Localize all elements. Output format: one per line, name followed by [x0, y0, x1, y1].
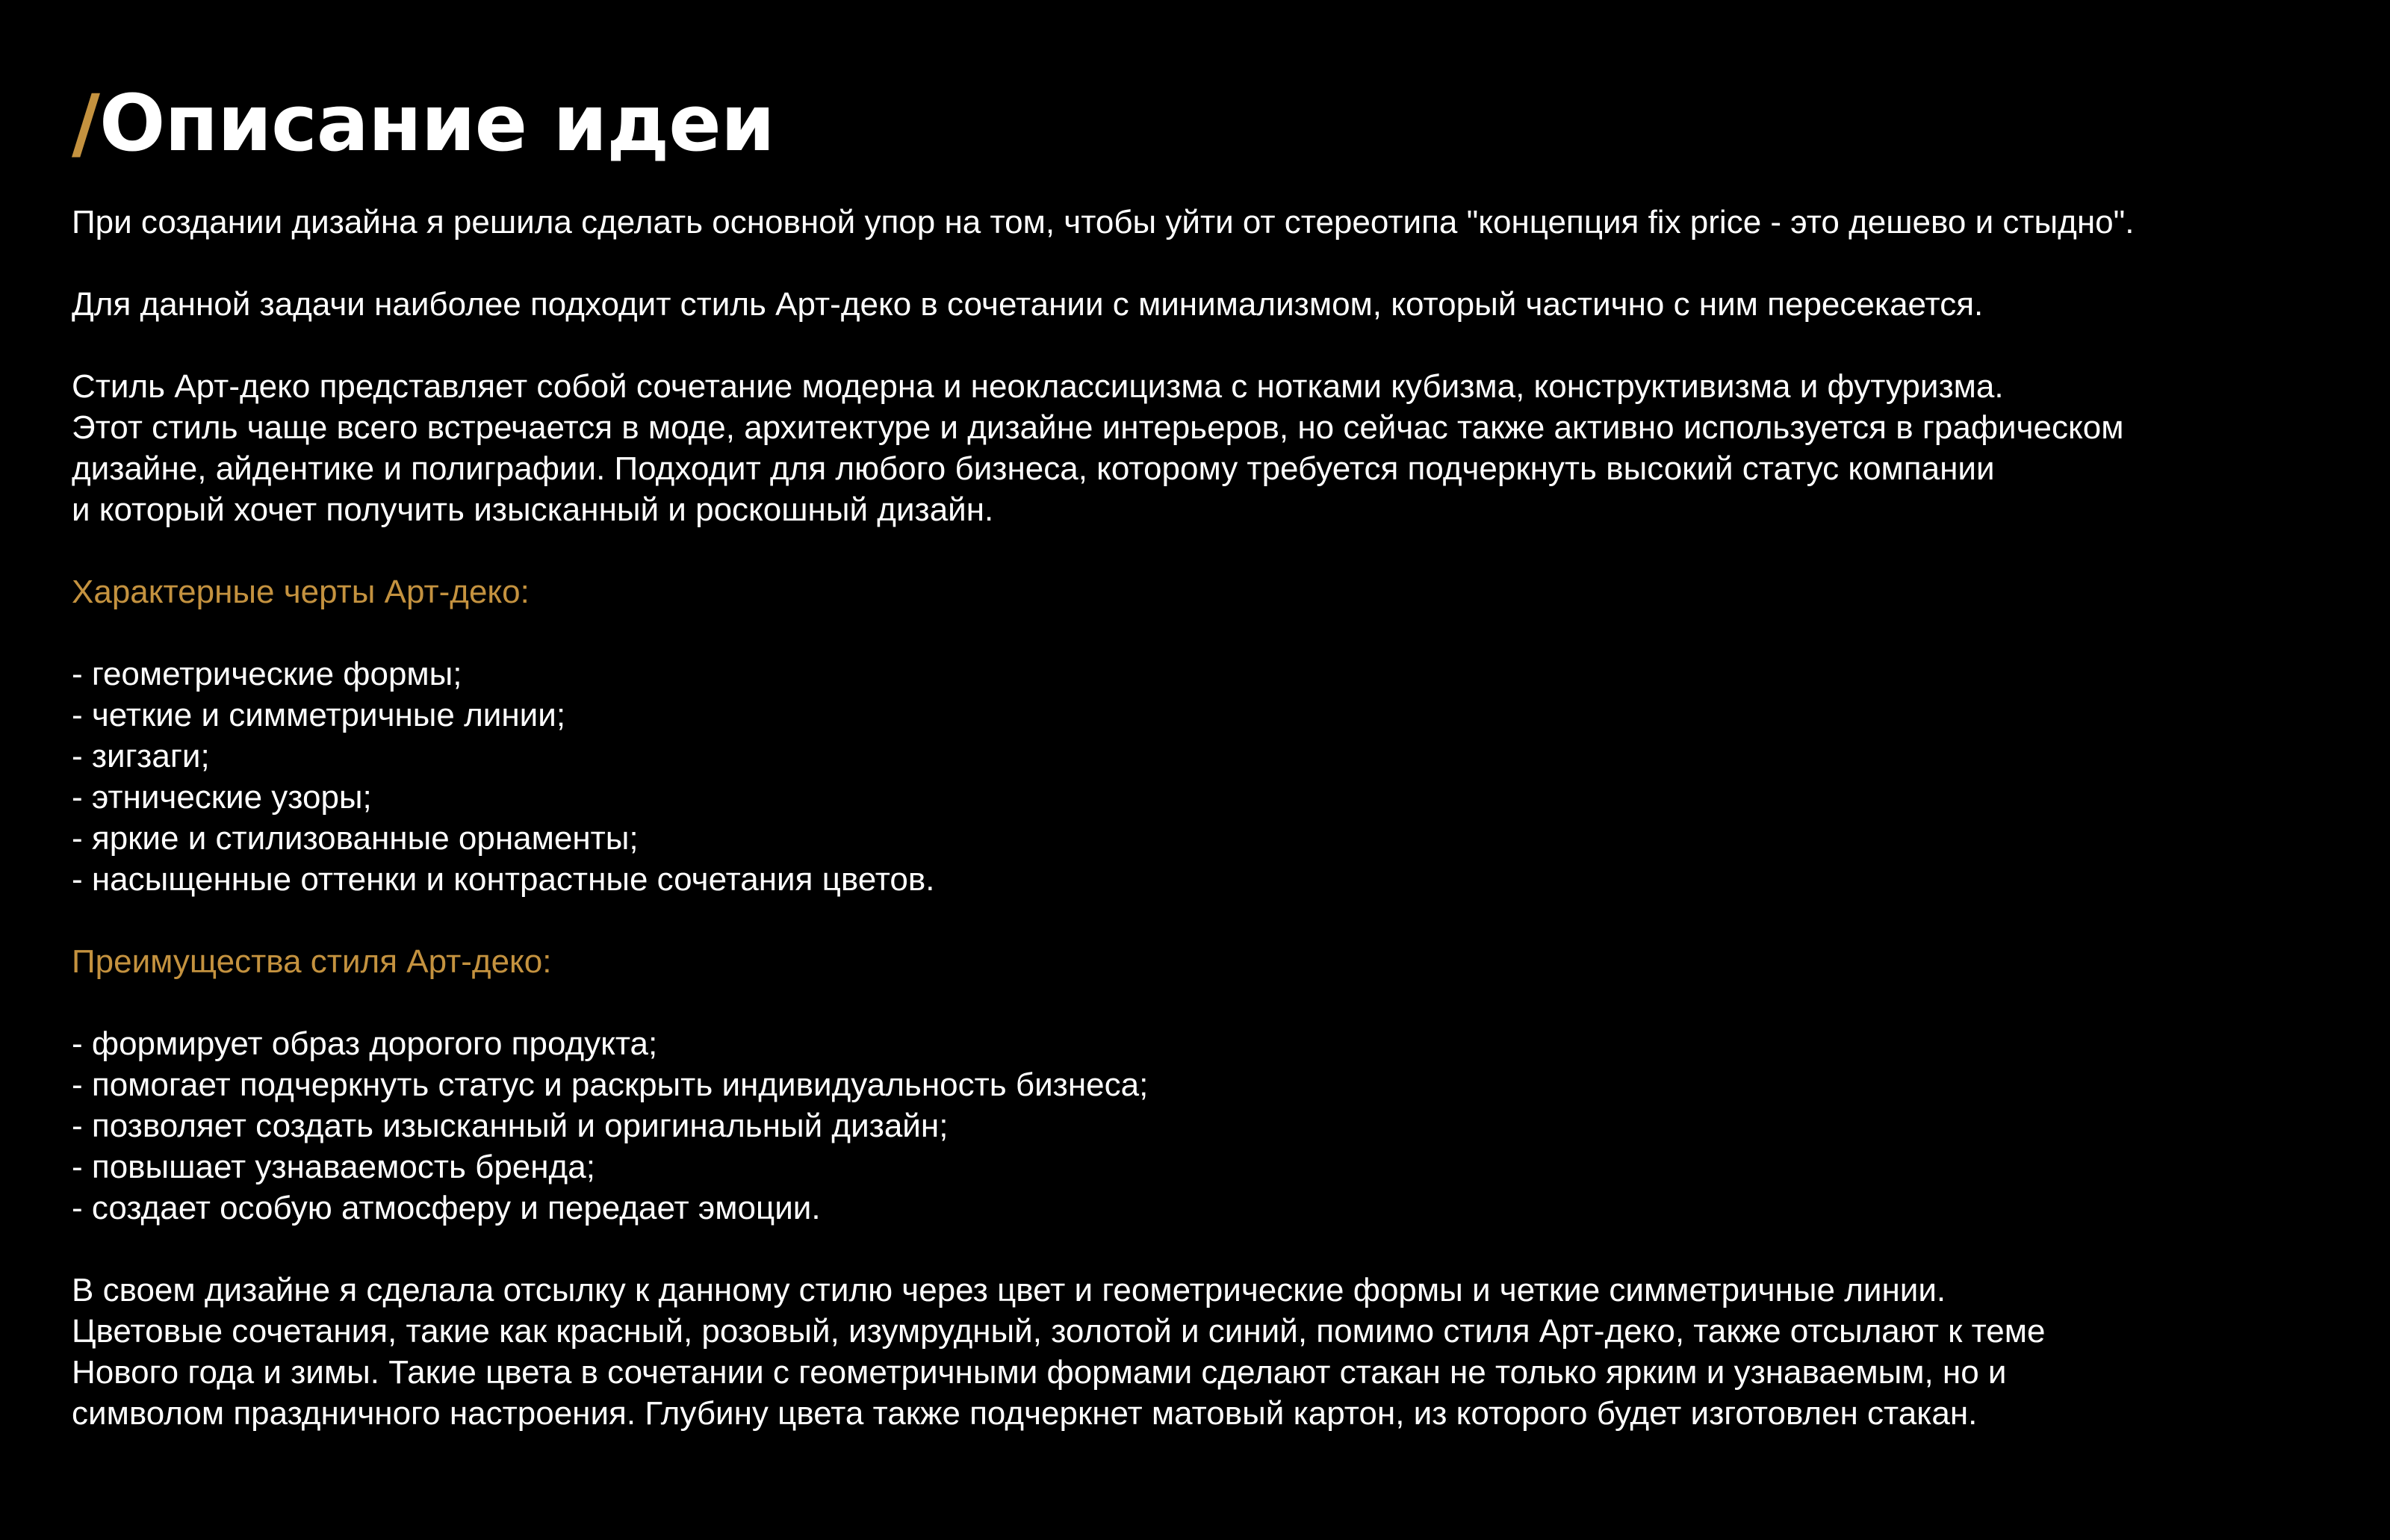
- intro-paragraph-2: Для данной задачи наиболее подходит стиль Арт-деко в сочетании с минимализмом, который частично с ним пересекается.: [72, 286, 1984, 323]
- title-slash: /: [72, 78, 99, 169]
- advantages-list-item: - позволяет создать изысканный и оригинальный дизайн;: [72, 1108, 949, 1144]
- advantages-list-item: - повышает узнаваемость бренда;: [72, 1149, 595, 1185]
- features-list-item: - геометрические формы;: [72, 656, 462, 692]
- intro-paragraph-1: При создании дизайна я решила сделать основной упор на том, чтобы уйти от стереотипа "концепция fix price - это дешево и стыдно".: [72, 204, 2135, 240]
- advantages-list-item: - создает особую атмосферу и передает эмоции.: [72, 1190, 821, 1226]
- features-list-item: - четкие и симметричные линии;: [72, 697, 566, 733]
- slide: [72, 75, 2350, 1434]
- features-list-item: - зигзаги;: [72, 738, 210, 774]
- page-title: [72, 75, 2350, 172]
- intro-paragraph-3-line: Этот стиль чаще всего встречается в моде, архитектуре и дизайне интерьеров, но сейчас также активно используется в графическом: [72, 409, 2124, 446]
- advantages-list-item: - помогает подчеркнуть статус и раскрыть индивидуальность бизнеса;: [72, 1066, 1149, 1103]
- conclusion-line: Нового года и зимы. Такие цвета в сочетании с геометричными формами сделают стакан не только ярким и узнаваемым, но и: [72, 1354, 2007, 1391]
- features-list-item: - насыщенные оттенки и контрастные сочетания цветов.: [72, 861, 935, 898]
- features-list-item: - этнические узоры;: [72, 779, 372, 816]
- advantages-heading: Преимущества стиля Арт-деко:: [72, 943, 552, 980]
- advantages-list-item: - формирует образ дорогого продукта;: [72, 1025, 658, 1062]
- conclusion-line: символом праздничного настроения. Глубину цвета также подчеркнет матовый картон, из которого будет изготовлен стакан.: [72, 1395, 1978, 1432]
- description-body: [72, 202, 2350, 1434]
- title-text: Описание идеи: [99, 78, 775, 169]
- features-heading: Характерные черты Арт-деко:: [72, 574, 530, 610]
- conclusion-line: Цветовые сочетания, такие как красный, розовый, изумрудный, золотой и синий, помимо стиля Арт-деко, также отсылают к теме: [72, 1313, 2046, 1350]
- features-list-item: - яркие и стилизованные орнаменты;: [72, 820, 639, 857]
- intro-paragraph-3-line: Стиль Арт-деко представляет собой сочетание модерна и неоклассицизма с нотками кубизма, конструктивизма и футуризма.: [72, 368, 2004, 405]
- intro-paragraph-3-line: и который хочет получить изысканный и роскошный дизайн.: [72, 491, 994, 528]
- intro-paragraph-3-line: дизайне, айдентике и полиграфии. Подходит для любого бизнеса, которому требуется подчеркнуть высокий статус компании: [72, 450, 1995, 487]
- conclusion-line: В своем дизайне я сделала отсылку к данному стилю через цвет и геометрические формы и четкие симметричные линии.: [72, 1272, 1946, 1308]
